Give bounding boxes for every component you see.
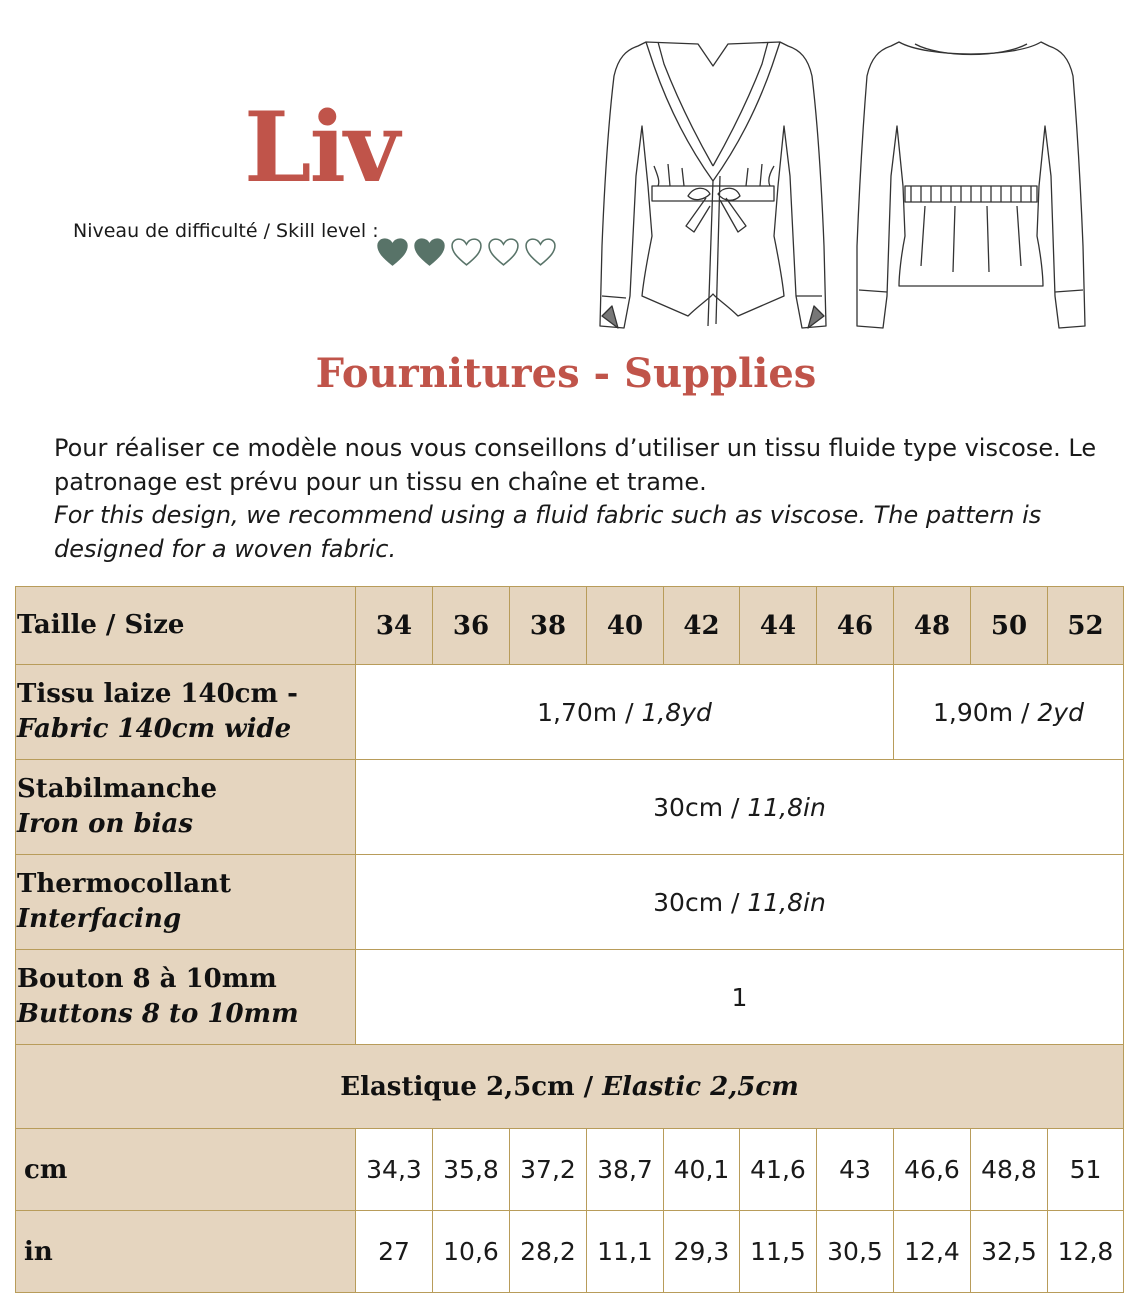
buttons-value: 1 (356, 950, 1124, 1045)
bias-value-fr: 30cm / (653, 792, 748, 822)
fabric-value-small-en: 1,8yd (641, 697, 712, 727)
fabric-row (16, 665, 1124, 760)
heart-outline-icon (524, 236, 557, 269)
interfacing-value (356, 855, 1124, 950)
buttons-label-fr: Bouton 8 à 10mm (17, 964, 277, 994)
fabric-label-en: Fabric 140cm wide (17, 714, 292, 744)
bias-row (16, 760, 1124, 855)
elastic-in-value: 29,3 (664, 1211, 740, 1293)
elastic-header (16, 1045, 1124, 1129)
elastic-in-value: 11,5 (740, 1211, 817, 1293)
intro-paragraph (54, 432, 1104, 566)
elastic-in-label: in (16, 1211, 356, 1293)
elastic-in-value: 10,6 (433, 1211, 510, 1293)
interfacing-row (16, 855, 1124, 950)
elastic-cm-value: 35,8 (433, 1129, 510, 1211)
fabric-label-fr: Tissu laize 140cm - (17, 679, 298, 709)
garment-front-drawing (598, 36, 828, 336)
elastic-in-value: 30,5 (817, 1211, 894, 1293)
buttons-label-en: Buttons 8 to 10mm (17, 999, 299, 1029)
size-cell: 34 (356, 587, 433, 665)
bias-value (356, 760, 1124, 855)
size-cell: 44 (740, 587, 817, 665)
elastic-header-fr: Elastique 2,5cm / (340, 1071, 603, 1102)
elastic-header-row (16, 1045, 1124, 1129)
elastic-cm-row (16, 1129, 1124, 1211)
elastic-in-value: 32,5 (971, 1211, 1048, 1293)
size-header: Taille / Size (16, 587, 356, 665)
elastic-in-value: 11,1 (587, 1211, 664, 1293)
size-row (16, 587, 1124, 665)
buttons-row (16, 950, 1124, 1045)
size-cell: 50 (971, 587, 1048, 665)
elastic-cm-value: 38,7 (587, 1129, 664, 1211)
bias-label (16, 760, 356, 855)
pattern-title: Liv (244, 91, 398, 204)
supplies-table (15, 586, 1124, 1293)
elastic-in-value: 12,4 (894, 1211, 971, 1293)
interfacing-label-fr: Thermocollant (17, 869, 232, 899)
skill-rating-hearts (376, 236, 557, 269)
elastic-in-row (16, 1211, 1124, 1293)
bias-value-en: 11,8in (747, 792, 826, 822)
fabric-value-large-en: 2yd (1037, 697, 1084, 727)
elastic-cm-value: 34,3 (356, 1129, 433, 1211)
heart-outline-icon (487, 236, 520, 269)
size-cell: 42 (664, 587, 740, 665)
elastic-in-value: 28,2 (510, 1211, 587, 1293)
garment-back-drawing (855, 36, 1087, 336)
interfacing-value-en: 11,8in (747, 887, 826, 917)
buttons-label (16, 950, 356, 1045)
elastic-cm-value: 51 (1048, 1129, 1124, 1211)
heart-filled-icon (413, 236, 446, 269)
fabric-value-small (356, 665, 894, 760)
fabric-label (16, 665, 356, 760)
size-cell: 38 (510, 587, 587, 665)
interfacing-value-fr: 30cm / (653, 887, 748, 917)
interfacing-label-en: Interfacing (17, 904, 182, 934)
fabric-value-small-fr: 1,70m / (537, 697, 642, 727)
fabric-value-large (894, 665, 1124, 760)
elastic-cm-value: 46,6 (894, 1129, 971, 1211)
heart-outline-icon (450, 236, 483, 269)
size-cell: 52 (1048, 587, 1124, 665)
size-cell: 36 (433, 587, 510, 665)
elastic-cm-value: 48,8 (971, 1129, 1048, 1211)
elastic-header-en: Elastic 2,5cm (602, 1071, 799, 1102)
elastic-cm-value: 41,6 (740, 1129, 817, 1211)
elastic-in-value: 27 (356, 1211, 433, 1293)
intro-english: For this design, we recommend using a fluid fabric such as viscose. The pattern is designed for a woven fabric. (54, 501, 1042, 563)
supplies-heading: Fournitures - Supplies (315, 350, 817, 397)
intro-french: Pour réaliser ce modèle nous vous conseillons d’utiliser un tissu fluide type viscose. Le patronage est prévu pour un tissu en chaîne et trame. (54, 434, 1097, 496)
heart-filled-icon (376, 236, 409, 269)
bias-label-en: Iron on bias (17, 809, 193, 839)
elastic-cm-value: 40,1 (664, 1129, 740, 1211)
size-cell: 40 (587, 587, 664, 665)
fabric-value-large-fr: 1,90m / (933, 697, 1038, 727)
size-cell: 46 (817, 587, 894, 665)
skill-level-label: Niveau de difficulté / Skill level : (73, 220, 379, 242)
interfacing-label (16, 855, 356, 950)
elastic-in-value: 12,8 (1048, 1211, 1124, 1293)
elastic-cm-value: 43 (817, 1129, 894, 1211)
size-cell: 48 (894, 587, 971, 665)
elastic-cm-label: cm (16, 1129, 356, 1211)
bias-label-fr: Stabilmanche (17, 774, 218, 804)
elastic-cm-value: 37,2 (510, 1129, 587, 1211)
